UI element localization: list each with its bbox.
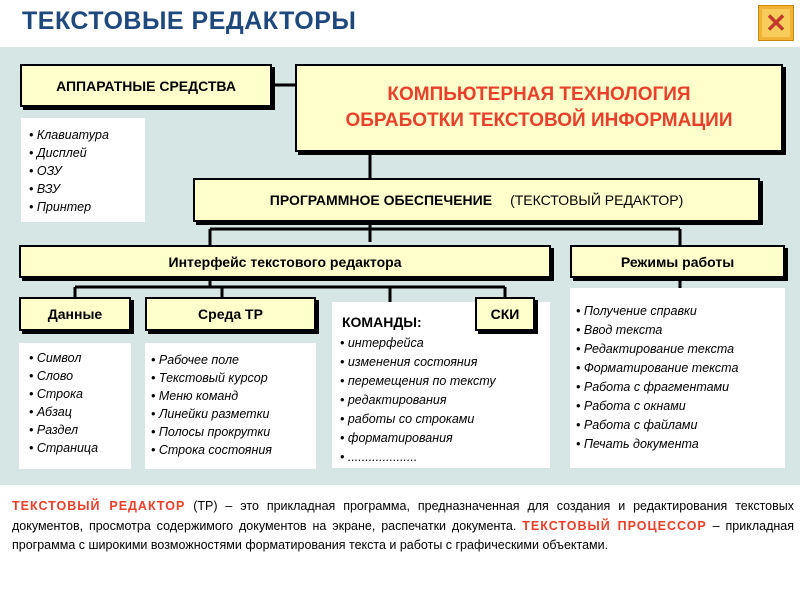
header: [0, 0, 800, 47]
interface-title: Интерфейс текстового редактора: [168, 253, 402, 270]
page-title: ТЕКСТОВЫЕ РЕДАКТОРЫ: [22, 7, 357, 35]
command-item: • перемещения по тексту: [340, 372, 550, 391]
mode-item: • Печать документа: [576, 435, 785, 454]
technology-line-2: ОБРАБОТКИ ТЕКСТОВОЙ ИНФОРМАЦИИ: [345, 110, 733, 131]
env-box: [145, 297, 316, 331]
env-item: • Строка состояния: [151, 441, 316, 459]
data-box: [19, 297, 131, 331]
close-icon: ✕: [762, 9, 790, 37]
modes-title: Режимы работы: [620, 253, 735, 270]
env-item: • Полосы прокрутки: [151, 423, 316, 441]
command-item: • изменения состояния: [340, 353, 550, 372]
definition-text: [12, 497, 794, 556]
mode-item: • Работа с окнами: [576, 397, 785, 416]
ski-title: СКИ: [490, 306, 520, 322]
data-item: • Раздел: [29, 421, 131, 439]
mode-item: • Редактирование текста: [576, 340, 785, 359]
mode-item: • Получение справки: [576, 302, 785, 321]
modes-list-box: [570, 288, 785, 468]
mode-item: • Форматирование текста: [576, 359, 785, 378]
hardware-list: [29, 126, 145, 216]
env-item: • Меню команд: [151, 387, 316, 405]
software-editor-label: (ТЕКСТОВЫЙ РЕДАКТОР): [510, 192, 684, 208]
technology-line-1: КОМПЬЮТЕРНАЯ ТЕХНОЛОГИЯ: [387, 84, 691, 105]
mode-item: • Работа с файлами: [576, 416, 785, 435]
data-item: • Страница: [29, 439, 131, 457]
modes-box: [570, 245, 785, 278]
data-item: • Строка: [29, 385, 131, 403]
definition-part-1: (ТР) – это прикладная программа, предназначенная для создания и редактирования текстовых документов, просмотра содержимого документов на экране, распечатки документа.: [12, 499, 794, 533]
command-item: • интерфейса: [340, 334, 550, 353]
interface-box: [19, 245, 551, 278]
term-word-processor: ТЕКСТОВЫЙ ПРОЦЕССОР: [522, 518, 707, 533]
ski-box: [475, 297, 535, 331]
software-box: [193, 178, 760, 222]
mode-item: • Ввод текста: [576, 321, 785, 340]
commands-title: КОМАНДЫ:: [342, 314, 422, 330]
env-item: • Рабочее поле: [151, 351, 316, 369]
mode-item: • Работа с фрагментами: [576, 378, 785, 397]
data-list: [29, 349, 131, 457]
term-text-editor: ТЕКСТОВЫЙ РЕДАКТОР: [12, 499, 186, 513]
diagram-area: [0, 47, 800, 485]
technology-box: [295, 64, 783, 152]
hardware-item: • Дисплей: [29, 144, 145, 162]
commands-list: [340, 334, 550, 467]
env-list: [151, 351, 316, 459]
definition-part-2: – прикладная программа с широкими возможностями форматирования текста и работы с графическими объектами.: [12, 518, 795, 552]
data-item: • Абзац: [29, 403, 131, 421]
data-list-box: [19, 343, 131, 469]
data-item: • Символ: [29, 349, 131, 367]
command-item: • ....................: [340, 448, 550, 467]
hardware-list-box: [21, 118, 145, 222]
data-title: Данные: [47, 306, 103, 322]
close-button[interactable]: [758, 5, 794, 41]
definition-footer: [0, 485, 800, 600]
hardware-title: АППАРАТНЫЕ СРЕДСТВА: [56, 77, 236, 94]
hardware-item: • Клавиатура: [29, 126, 145, 144]
hardware-item: • ВЗУ: [29, 180, 145, 198]
hardware-item: • Принтер: [29, 198, 145, 216]
env-item: • Линейки разметки: [151, 405, 316, 423]
hardware-item: • ОЗУ: [29, 162, 145, 180]
env-title: Среда ТР: [198, 306, 263, 322]
command-item: • форматирования: [340, 429, 550, 448]
data-item: • Слово: [29, 367, 131, 385]
hardware-box: [20, 64, 272, 107]
env-list-box: [145, 343, 316, 469]
software-label: ПРОГРАММНОЕ ОБЕСПЕЧЕНИЕ: [269, 192, 493, 208]
env-item: • Текстовый курсор: [151, 369, 316, 387]
command-item: • редактирования: [340, 391, 550, 410]
command-item: • работы со строками: [340, 410, 550, 429]
modes-list: [576, 302, 785, 454]
